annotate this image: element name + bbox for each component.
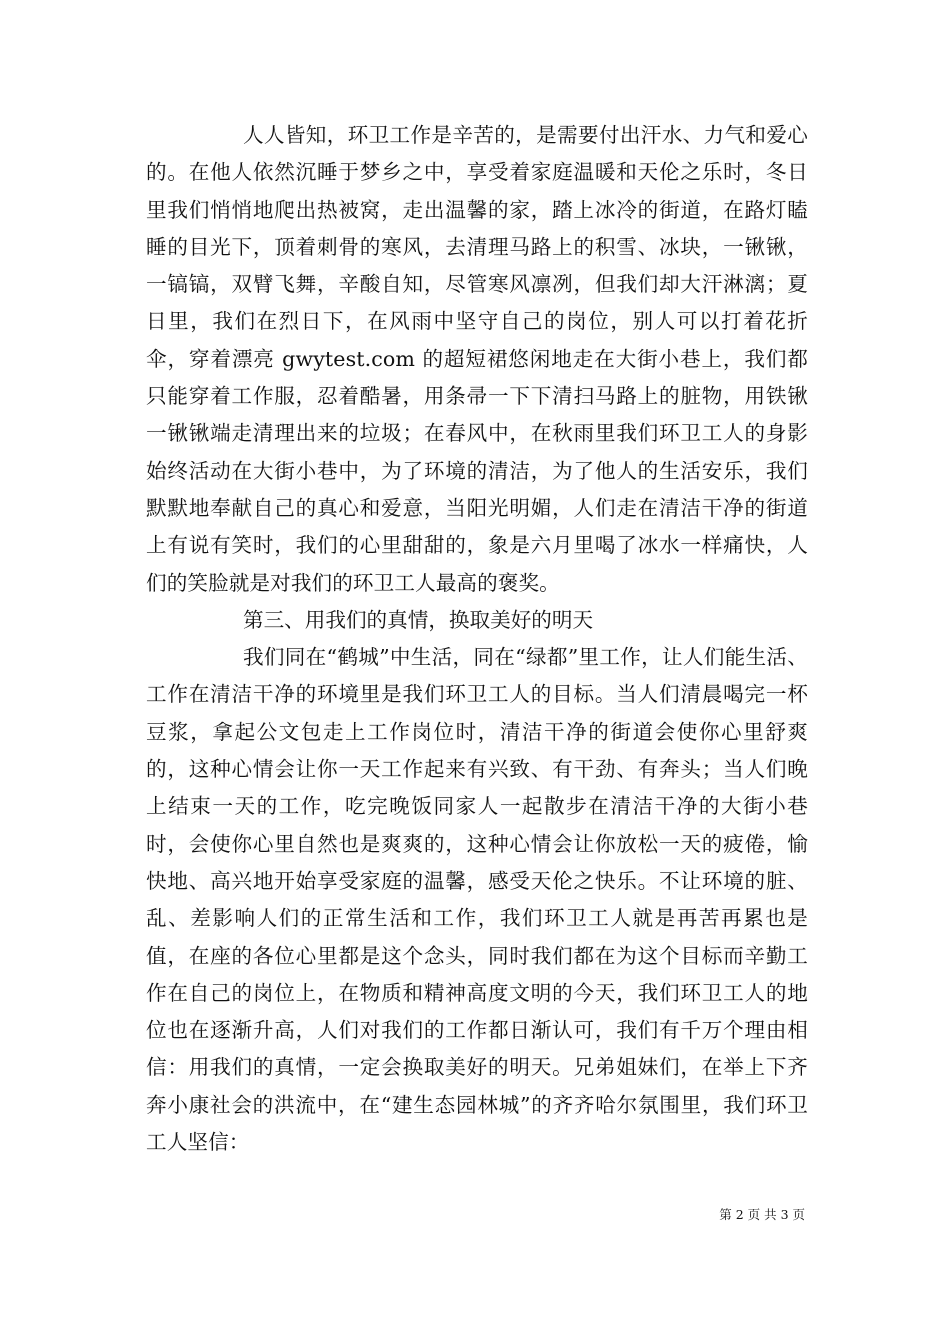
paragraph-clean-environment: 我们同在“鹤城”中生活，同在“绿都”里工作，让人们能生活、工作在清洁干净的环境里是我们环卫工人的目标。当人们清晨喝完一杯豆浆，拿起公文包走上工作岗位时，清洁干净的街道会使你心里舒爽的，这种心情会让你一天工作起来有兴致、有干劲、有奔头；当人们晚上结束一天的工作，吃完晚饭同家人一起散步在清洁干净的大街小巷时，会使你心里自然也是爽爽的，这种心情会让你放松一天的疲倦，愉快地、高兴地开始享受家庭的温馨，感受天伦之快乐。不让环境的脏、乱、差影响人们的正常生活和工作，我们环卫工人就是再苦再累也是值，在座的各位心里都是这个念头，同时我们都在为这个目标而辛勤工作在自己的岗位上，在物质和精神高度文明的今天，我们环卫工人的地位也在逐渐升高，人们对我们的工作都日渐认可，我们有千万个理由相信：用我们的真情，一定会换取美好的明天。兄弟姐妹们，在举上下齐奔小康社会的洪流中，在“建生态园林城”的齐齐哈尔氛围里，我们环卫工人坚信：: [146, 645, 808, 1155]
document-body: [146, 117, 808, 1161]
paragraph-sanitation-hardship: 人人皆知，环卫工作是辛苦的，是需要付出汗水、力气和爱心的。在他人依然沉睡于梦乡之中，享受着家庭温暖和天伦之乐时，冬日里我们悄悄地爬出热被窝，走出温馨的家，踏上冰冷的街道，在路灯瞌睡的目光下，顶着刺骨的寒风，去清理马路上的积雪、冰块，一锹锹，一镐镐，双臂飞舞，辛酸自知，尽管寒风凛冽，但我们却大汗淋漓；夏日里，我们在烈日下，在风雨中坚守自己的岗位，别人可以打着花折伞，穿着漂亮 gwytest.com 的超短裙悠闲地走在大街小巷上，我们都只能穿着工作服，忍着酷暑，用条帚一下下清扫马路上的脏物，用铁锹一锹锹端走清理出来的垃圾；在春风中，在秋雨里我们环卫工人的身影始终活动在大街小巷中，为了环境的清洁，为了他人的生活安乐，我们默默地奉献自己的真心和爱意，当阳光明媚，人们走在清洁干净的街道上有说有笑时，我们的心里甜甜的，象是六月里喝了冰水一样痛快，人们的笑脸就是对我们的环卫工人最高的褒奖。: [146, 123, 808, 595]
section-heading-third: 第三、用我们的真情，换取美好的明天: [243, 607, 594, 632]
page-number-footer: 第 2 页 共 3 页: [719, 1207, 805, 1222]
